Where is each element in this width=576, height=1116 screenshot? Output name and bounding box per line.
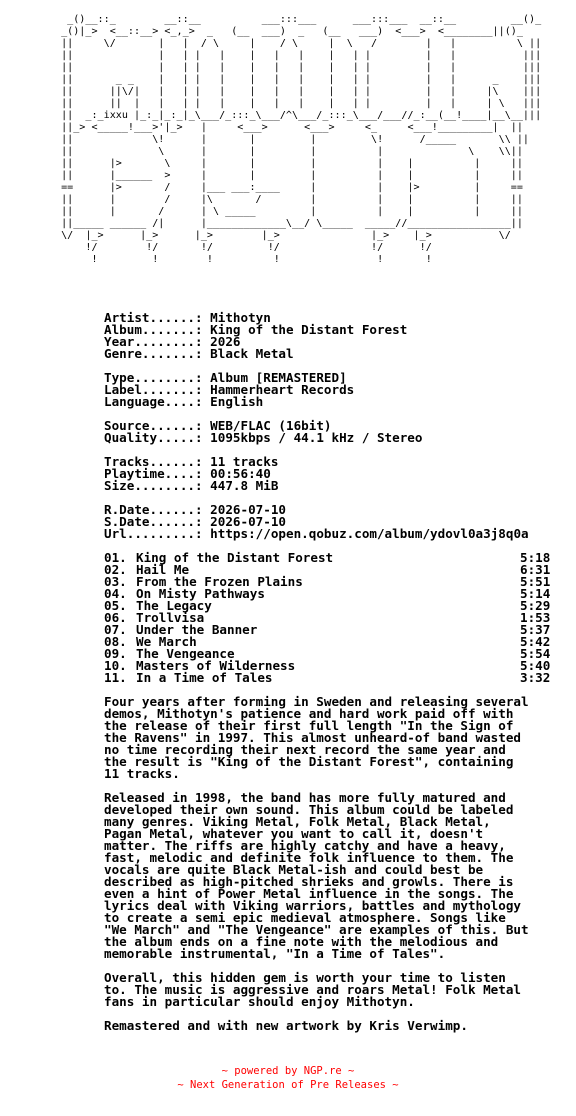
track-duration: 5:40 xyxy=(520,658,551,673)
description-paragraph: Remastered and with new artwork by Kris Verwimp. xyxy=(104,1018,468,1033)
info-label: Source......: xyxy=(104,418,203,433)
track-title: In a Time of Tales xyxy=(136,670,273,685)
album-description xyxy=(104,696,550,1032)
track-number: 08. xyxy=(104,634,127,649)
track-title: From the Frozen Plains xyxy=(136,574,303,589)
info-value: 00:56:40 xyxy=(210,466,271,481)
info-label: Artist......: xyxy=(104,310,203,325)
track-duration: 3:32 xyxy=(520,670,551,685)
info-label: Quality.....: xyxy=(104,430,203,445)
info-label: Tracks......: xyxy=(104,454,203,469)
footer xyxy=(0,1064,576,1092)
description-paragraph: Overall, this hidden gem is worth your time to listen to. The music is aggressive and roars Metal! Folk Metal fans in particular should enjoy Mithotyn. xyxy=(104,970,522,1009)
info-value: King of the Distant Forest xyxy=(210,322,408,337)
track-title: On Misty Pathways xyxy=(136,586,265,601)
track-title: Trollvisa xyxy=(136,610,205,625)
info-value: Mithotyn xyxy=(210,310,271,325)
nfo-body xyxy=(104,312,550,1032)
info-row xyxy=(104,528,550,540)
info-label: Year........: xyxy=(104,334,203,349)
tracklist xyxy=(104,552,550,684)
info-label: R.Date......: xyxy=(104,502,203,517)
track-duration: 5:29 xyxy=(520,598,551,613)
info-label: Label.......: xyxy=(104,382,203,397)
track-number: 10. xyxy=(104,658,127,673)
info-label: Url.........: xyxy=(104,526,203,541)
info-value: Black Metal xyxy=(210,346,294,361)
info-value: Hammerheart Records xyxy=(210,382,355,397)
info-value: 2026-07-10 xyxy=(210,514,286,529)
track-duration: 5:37 xyxy=(520,622,551,637)
track-duration: 5:14 xyxy=(520,586,551,601)
release-info-block xyxy=(104,312,550,540)
track-title: The Vengeance xyxy=(136,646,235,661)
track-row xyxy=(104,672,550,684)
track-title: The Legacy xyxy=(136,598,212,613)
info-value: https://open.qobuz.com/album/ydovl0a3j8q0a xyxy=(210,526,529,541)
track-number: 07. xyxy=(104,622,127,637)
footer-tagline: ~ Next Generation of Pre Releases ~ xyxy=(177,1079,399,1091)
track-number: 01. xyxy=(104,550,127,565)
description-paragraph: Released in 1998, the band has more fully matured and developed their own sound. This album could be labeled many genres. Viking Metal, Folk Metal, Black Metal, Pagan Metal, whatever you want to call it, doesn't matter. The riffs are highly catchy and have a heavy, fast, melodic and definite folk influence to them. The vocals are quite Black Metal-ish and could best be described as high-pitched shrieks and growls. There is even a hint of Power Metal influence in the songs. The lyrics deal with Viking warriors, battles and mythology to create a semi epic medieval atmosphere. Songs like "We March" and "The Vengeance" are examples of this. But the album ends on a fine note with the melodious and memorable instrumental, "In a Time of Tales". xyxy=(104,790,529,961)
footer-powered-by: ~ powered by NGP.re ~ xyxy=(221,1065,355,1077)
info-value: 447.8 MiB xyxy=(210,478,279,493)
info-value: 2026 xyxy=(210,334,241,349)
track-duration: 1:53 xyxy=(520,610,551,625)
info-label: Type........: xyxy=(104,370,203,385)
track-title: Hail Me xyxy=(136,562,190,577)
info-value: 1095kbps / 44.1 kHz / Stereo xyxy=(210,430,423,445)
track-duration: 5:54 xyxy=(520,646,551,661)
info-value: 11 tracks xyxy=(210,454,279,469)
info-value: Album [REMASTERED] xyxy=(210,370,347,385)
info-value: English xyxy=(210,394,264,409)
track-title: We March xyxy=(136,634,197,649)
track-title: Under the Banner xyxy=(136,622,258,637)
info-value: WEB/FLAC (16bit) xyxy=(210,418,332,433)
info-row xyxy=(104,432,550,444)
info-row xyxy=(104,480,550,492)
track-duration: 5:42 xyxy=(520,634,551,649)
info-label: S.Date......: xyxy=(104,514,203,529)
info-label: Language....: xyxy=(104,394,203,409)
info-label: Genre.......: xyxy=(104,346,203,361)
track-duration: 6:31 xyxy=(520,562,551,577)
track-number: 04. xyxy=(104,586,127,601)
description-paragraph: Four years after forming in Sweden and releasing several demos, Mithotyn's patience and hard work paid off with the release of their first full length "In the Sign of the Ravens" in 1997. This almost unheard-of band wasted no time recording their next record the same year and the result is "King of the Distant Forest", containing 11 tracks. xyxy=(104,694,529,781)
track-number: 06. xyxy=(104,610,127,625)
track-number: 02. xyxy=(104,562,127,577)
track-number: 09. xyxy=(104,646,127,661)
track-duration: 5:18 xyxy=(520,550,551,565)
track-duration: 5:51 xyxy=(520,574,551,589)
info-label: Album.......: xyxy=(104,322,203,337)
info-row xyxy=(104,396,550,408)
info-label: Playtime....: xyxy=(104,466,203,481)
track-title: Masters of Wilderness xyxy=(136,658,296,673)
track-number: 11. xyxy=(104,670,127,685)
info-row xyxy=(104,348,550,360)
track-title: King of the Distant Forest xyxy=(136,550,334,565)
track-number: 03. xyxy=(104,574,127,589)
ascii-logo-banner: _()__::_ __::__ ___:::___ ___:::___ __::__ __()_ _()|_> <__::__> <_,_> _ (__ ___) _ (__ ___) <___> <________||()_ || \/ | | / \ | / \ | \ / | | \ || || | | | | | | | | | | | | ||| || | | | | | | | | | | | | ||| || _ _ | | | | | | | | | | | | _ ||| || ||\/| | | | | | | | | | | | | |\ ||| || || | | | | | | | | | | | | | | \ ||| || _:_ixxu |_:_|_:_|_\___/_:::_\___/^\___/_:::_\___/___//_:__(__!____|__\__||| ||_> <_____!___>'|_> | <___> <___> <_ <___!_________| || || \! | | | \! /_____ \\ || || \ | | | | \ \\|| || |> \ | | | | | | || || |______ > | | | | | | || == |> / |___ ___:____ | | |> | == || | / |\ / | | | | || || | / | \ _____ | | | | || ||_____ ______ /| |_____________\__/ \_____ _____//_________________|| \/ |_> |_> |_> |_> |_> |_> \/ !/ !/ !/ !/ !/ !/ ! ! ! ! ! ! xyxy=(61,14,542,265)
info-value: 2026-07-10 xyxy=(210,502,286,517)
info-label: Size........: xyxy=(104,478,203,493)
track-number: 05. xyxy=(104,598,127,613)
